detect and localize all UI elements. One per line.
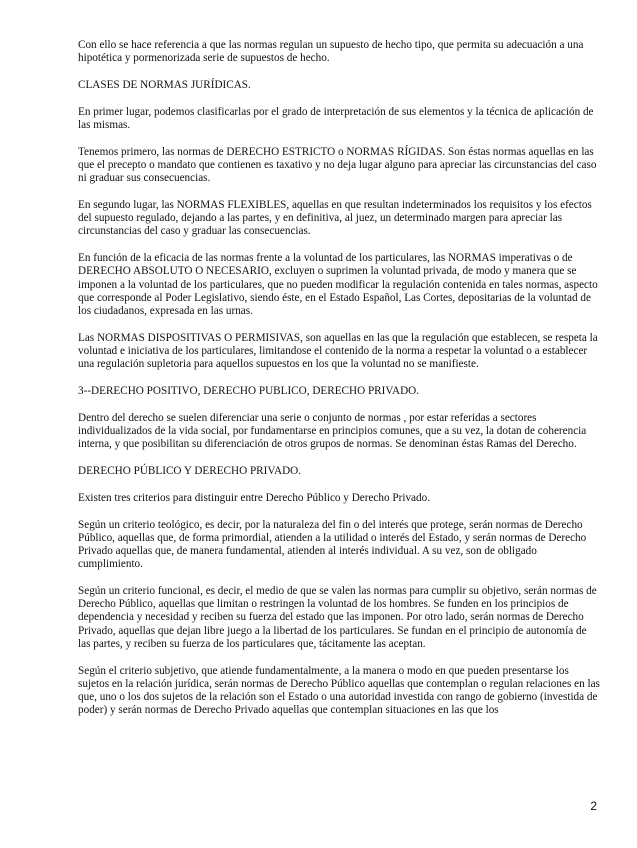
paragraph-clasificacion: En primer lugar, podemos clasificarlas por el grado de interpretación de sus elementos y la técnica de aplicación de las mismas. [78,105,594,131]
heading-clases-normas: CLASES DE NORMAS JURÍDICAS. [78,79,251,91]
paragraph-normas-imperativas: En función de la eficacia de las normas frente a la voluntad de los particulares, las NORMAS imperativas o de DERECHO ABSOLUTO O NECESARIO, excluyen o suprimen la voluntad privada, de modo y manera que se imponen a la voluntad de los particulares, que no pueden modificar la regulación contenida en tales normas, aspecto que corresponde al Poder Legislativo, siendo éste, en el Estado Español, Las Cortes, depositarias de la voluntad de los ciudadanos, expresada en las urnas. [78,252,598,318]
paragraph-intro: Con ello se hace referencia a que las normas regulan un supuesto de hecho tipo, que permita su adecuación a una hipotética y pormenorizada serie de supuestos de hecho. [78,39,584,65]
paragraph-normas-flexibles: En segundo lugar, las NORMAS FLEXIBLES, aquellas en que resultan indeterminados los requisitos y los efectos del supuesto regulado, dejando a las partes, y en definitiva, al juez, un determinado margen para apreciar las circunstancias del caso y graduar las consecuencias. [78,199,592,238]
heading-derecho-positivo: 3--DERECHO POSITIVO, DERECHO PUBLICO, DERECHO PRIVADO. [78,385,420,398]
paragraph-tres-criterios: Existen tres criterios para distinguir entre Derecho Público y Derecho Privado. [78,491,430,504]
paragraph-ramas-derecho: Dentro del derecho se suelen diferenciar una serie o conjunto de normas , por estar referidas a sectores individualizados de la vida social, por fundamentarse en principios comunes, que a su vez, la dotan de coherencia interna, y que posibilitan su diferenciación de otros grupos de normas. Se denominan éstas Ramas del Derecho. [78,411,587,451]
paragraph-criterio-teologico: Según un criterio teológico, es decir, por la naturaleza del fin o del interés que protege, serán normas de Derecho Público, aquellas que, de forma primordial, atienden a la utilidad o interés del Estado, y serán normas de Derecho Privado aquellas que, de manera fundamental, atienden al interés individual. A su vez, son de obligado cumplimiento. [78,518,587,571]
document-page [78,39,600,731]
page-number: 2 [590,799,597,813]
heading-derecho-publico-privado: DERECHO PÚBLICO Y DERECHO PRIVADO. [78,465,302,478]
paragraph-normas-dispositivas: Las NORMAS DISPOSITIVAS O PERMISIVAS, son aquellas en las que la regulación que establecen, se respeta la voluntad e iniciativa de los particulares, limitandose el contenido de la norma a respetar la voluntad o a establecer una regulación supletoria para aquellos supuestos en los que la voluntad no se manifieste. [78,331,598,371]
paragraph-criterio-funcional: Según un criterio funcional, es decir, el medio de que se valen las normas para cumplir su objetivo, serán normas de Derecho Público, aquellas que limitan o restringen la voluntad de los hombres. Se funden en los principios de dependencia y necesidad y reciben su fuerza del estado que las imponen. Por otro lado, serán normas de Derecho Privado, aquellas que dejan libre juego a la libertad de los particulares. Se fundan en el principio de autonomía de las partes, y reciben su fuerza de los particulares que, tácitamente las aceptan. [78,585,597,650]
paragraph-criterio-subjetivo: Según el criterio subjetivo, que atiende fundamentalmente, a la manera o modo en que pueden presentarse los sujetos en la relación jurídica, serán normas de Derecho Público aquellas que contemplan o regulan relaciones en las que, uno o los dos sujetos de la relación son el Estado o una autoridad investida con rango de gobierno (investida de poder) y serán normas de Derecho Privado aquellas que contemplan situaciones en las que los [78,664,600,717]
paragraph-derecho-estricto: Tenemos primero, las normas de DERECHO ESTRICTO o NORMAS RÍGIDAS. Son éstas normas aquellas en las que el precepto o mandato que contienen es taxativo y no deja lugar alguno para apreciar las circunstancias del caso ni graduar sus consecuencias. [78,145,597,185]
